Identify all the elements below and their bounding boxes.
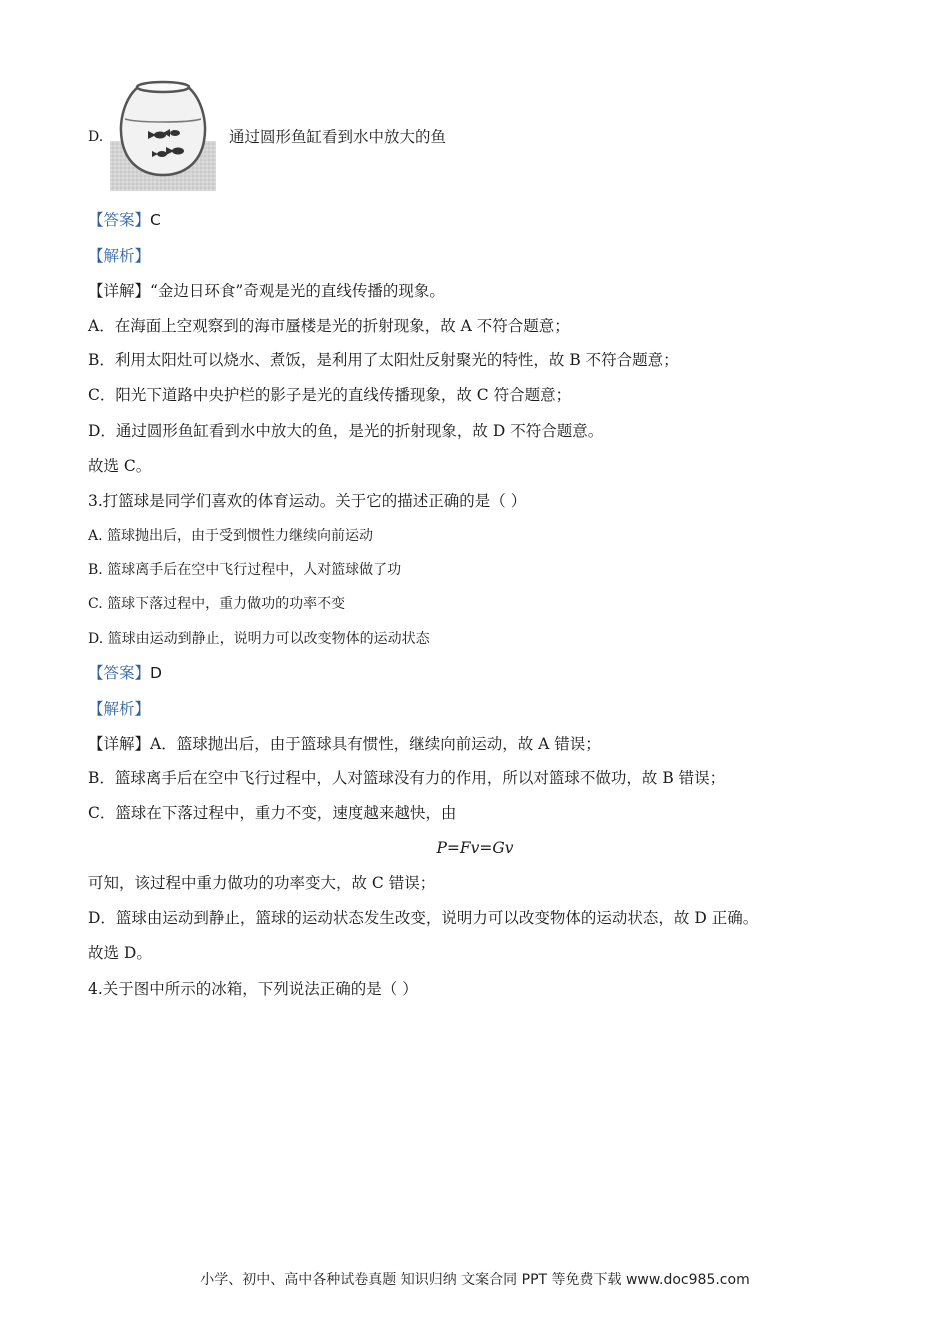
conclusion: 故选 C。 xyxy=(88,457,152,475)
q3-analysis-tag: 【解析】 xyxy=(88,700,151,718)
explanation-b: B．利用太阳灶可以烧水、煮饭，是利用了太阳灶反射聚光的特性，故 B 不符合题意； xyxy=(88,351,679,369)
fish-bowl-image xyxy=(108,79,218,191)
q3-explanation-b: B．篮球离手后在空中飞行过程中，人对篮球没有力的作用，所以对篮球不做功，故 B 错误； xyxy=(88,769,726,787)
option-d-label: D. xyxy=(88,129,104,145)
formula: P=Fv=Gv xyxy=(436,839,514,857)
explanation-d: D．通过圆形鱼缸看到水中放大的鱼，是光的折射现象，故 D 不符合题意。 xyxy=(88,422,604,440)
q3-option-c: C. 篮球下落过程中，重力做功的功率不变 xyxy=(88,596,346,612)
explanation-c: C．阳光下道路中央护栏的影子是光的直线传播现象，故 C 符合题意； xyxy=(88,386,572,404)
q3-option-d: D. 篮球由运动到静止，说明力可以改变物体的运动状态 xyxy=(88,631,430,647)
question-3: 3.打篮球是同学们喜欢的体育运动。关于它的描述正确的是（ ） xyxy=(88,492,527,510)
q3-answer-tag: 【答案】D xyxy=(88,664,162,682)
explanation-a: A．在海面上空观察到的海市蜃楼是光的折射现象，故 A 不符合题意； xyxy=(88,317,570,335)
footer: 小学、初中、高中各种试卷真题 知识归纳 文案合同 PPT 等免费下载 www.doc985.com xyxy=(200,1272,750,1288)
question-4: 4.关于图中所示的冰箱，下列说法正确的是（ ） xyxy=(88,980,418,998)
q3-explanation-c: C．篮球在下落过程中，重力不变，速度越来越快，由 xyxy=(88,804,457,822)
q3-explanation-d: D．篮球由运动到静止，篮球的运动状态发生改变，说明力可以改变物体的运动状态，故 D 正确。 xyxy=(88,909,759,927)
q3-conclusion: 故选 D。 xyxy=(88,944,152,962)
detail-text: 【详解】“金边日环食”奇观是光的直线传播的现象。 xyxy=(88,282,445,300)
answer-tag: 【答案】C xyxy=(88,211,161,229)
q3-explanation-c2: 可知，该过程中重力做功的功率变大，故 C 错误； xyxy=(88,874,436,892)
analysis-tag: 【解析】 xyxy=(88,247,151,265)
q3-option-b: B. 篮球离手后在空中飞行过程中，人对篮球做了功 xyxy=(88,562,402,578)
q3-detail-a: 【详解】A．篮球抛出后，由于篮球具有惯性，继续向前运动，故 A 错误； xyxy=(88,735,601,753)
option-d-text: 通过圆形鱼缸看到水中放大的鱼 xyxy=(229,128,447,146)
q3-option-a: A. 篮球抛出后，由于受到惯性力继续向前运动 xyxy=(88,528,374,544)
